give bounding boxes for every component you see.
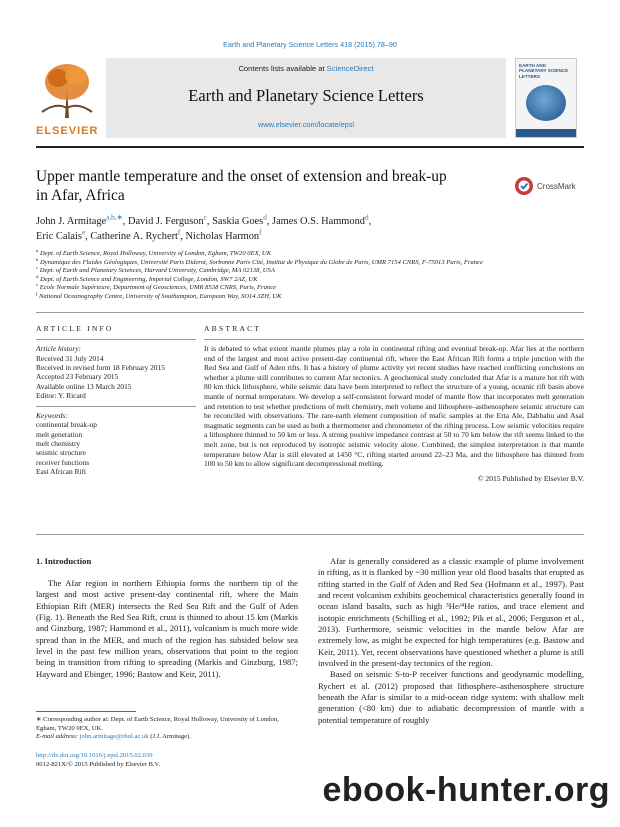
author: Eric Calais$^e$, [36,228,91,242]
section-heading: 1. Introduction [36,556,92,566]
affiliation: $^b$ Dynamique des Fluides Géologiques, Université Paris Diderot, Sorbonne Paris Cité, Institut de Physique du Globe de Paris, UMR 7154 CNRS, F-75013 Paris, France [36,256,483,266]
journal-cover [515,58,577,138]
author: John J. Armitage$^{a,b,∗}$, [36,213,128,227]
history-item: Received in revised form 18 February 2015 [36,363,165,372]
authors-line-2 [36,229,584,244]
affiliation: $^d$ Dept. of Earth Science and Engineering, Imperial College, London, SW7 2AZ, UK [36,273,258,283]
abstract [204,324,584,483]
divider [36,534,584,535]
contents-line: Contents lists available at ScienceDirect [238,64,374,73]
history-item: Editor: Y. Ricard [36,391,86,401]
doi-block [36,752,336,769]
affiliations [36,247,584,302]
footnote-rule [36,711,136,712]
keyword: seismic structure [36,448,86,458]
intro-paragraph-2: Afar is generally considered as a classic example of plume involvement in rifting, as it is flanked by ~30 million year old flood basalts that erupted as rifting started in the Gulf of Aden and Red Sea (Hofmann et al., 1997). Past and recent volcanism exhibits geochemical characteristics generally found in ocean island basalts, such as high ³He/⁴He ratios, and trace element and isotopic enrichments (Schilling et al., 1992; Pik et al., 2006; Ferguson et al., 2013). Furthermore, seismic velocities in the mantle below Afar are extremely low, as might be expected for high temperatures (e.g. Bastow and Keir, 2011). Yet, recent observations have questioned whether a plume is still involved in the present-day tectonics of the region. [318,556,584,669]
earth-globe-icon [526,85,566,121]
affiliation: $^a$ Dept. of Earth Science, Royal Holloway, University of London, Egham, TW20 0EX, UK [36,247,272,257]
abstract-heading: ABSTRACT [204,324,262,333]
crossmark-icon [514,176,534,196]
history-item: Accepted 23 February 2015 [36,372,119,382]
affiliation: $^f$ National Oceanography Centre, University of Southampton, European Way, SO14 3ZH, UK [36,290,282,300]
publisher-name: ELSEVIER [36,125,99,137]
author: Saskia Goes$^d$, [212,213,273,227]
journal-title: Earth and Planetary Science Letters [188,86,424,105]
keywords-list [36,420,196,476]
corresponding-author: ∗ Corresponding author at: Dept. of Earth Science, Royal Holloway, University of London, Egham, TW20 0EX, UK. [36,716,279,732]
keywords-label: Keywords: [36,410,68,420]
cover-band [516,129,576,137]
elsevier-logo [36,58,99,137]
crossmark-label: CrossMark [537,181,576,191]
elsevier-tree-icon [36,58,98,120]
intro-right-column [318,556,584,726]
intro-left-column [36,556,298,680]
keyword: melt generation [36,429,83,439]
article-info [36,324,196,477]
abstract-text: It is debated to what extent mantle plumes play a role in continental rifting and eventual break-up. Afar lies at the northern end of the largest and most active present-day continental rift, where the East African Rift forms a triple junction with the Red Sea and Gulf of Aden rifts. It has a history of plume activity yet recent studies have reached conflicting conclusions on whether a plume still contributes to current Afar tectonics. A geochemical study concluded that Afar is a mature hot rift with 80 km thick lithosphere, while seismic data have been interpreted to reflect the structure of a young, oceanic rift basin above mantle of normal temperature. We develop a self-consistent forward model of mantle flow that incorporates melt generation and retention to test whether predictions of melt chemistry, melt volume and lithosphere–asthenosphere seismic structure can be reconciled with observations. The rare-earth element composition of mafic samples at the Erta Ale, Dabbahu and Asal magmatic segments can be used as both a thermometer and chronometer of the rifting process. Low seismic velocities require a lithosphere thinned to 50 km or less. A strong positive impedance contrast at 50 to 70 km below the rift seems linked to the melt zone, but is not reproduced by isotropic seismic velocity alone. Combined, the simplest interpretation is that mantle temperature below Afar is still elevated at 1450 °C, rifting started around 22–23 Ma, and the lithosphere has thinned from 100 to 50 km to allow significant decompressional melting. [204,344,584,469]
author: James O.S. Hammond$^d$, [272,213,372,227]
keyword: continental break-up [36,420,97,430]
sciencedirect-link[interactable]: ScienceDirect [326,64,374,73]
intro-paragraph-1: The Afar region in northern Ethiopia forms the northern tip of the largest and most active present-day continental rift, where the Main Ethiopian Rift (MER) intersects the Red Sea Rift and the Gulf of Aden (Fig. 1). Beneath the Red Sea Rift, crust is thinned to about 15 km (Markis and Ginzburg, 1987; Hammond et al., 2011), volcanism is much more wide spread than in the MER, and much of the region has subsided below sea level in the past few million years, observations that point to the region being in transition from rifting to spreading (Markis and Ginzburg, 1987; Hayward and Ebinger, 1996; Bastow and Keir, 2011). [36,578,298,679]
article-info-heading: ARTICLE INFO [36,324,114,333]
history-label: Article history: [36,344,81,353]
intro-paragraph-3: Based on seismic S-to-P receiver functions and geodynamic modelling, Rychert et al. (2012) proposed that lithosphere–asthenosphere structure beneath the Afar is similar to a mid-ocean ridge system: with shallow melt generation (<80 km) due to adiabatic decompression of mantle with a potential temperature of roughly [318,669,584,725]
author: Catherine A. Rychert$^f$, [90,228,186,242]
keyword: melt chemistry [36,439,81,449]
doi-link[interactable]: http://dx.doi.org/10.1016/j.epsl.2015.02.039 [36,752,153,759]
history-item: Received 31 July 2014 [36,353,104,363]
journal-reference[interactable]: Earth and Planetary Science Letters 418 (2015) 78–90 [223,40,397,49]
cover-title: EARTH AND PLANETARY SCIENCE LETTERS [519,63,569,79]
history-item: Available online 13 March 2015 [36,381,132,391]
journal-header-box [106,58,506,138]
article-title: Upper mantle temperature and the onset of extension and break-up in Afar, Africa [36,168,447,204]
history-list [36,354,196,401]
journal-url[interactable]: www.elsevier.com/locate/epsl [257,120,355,129]
keyword: East African Rift [36,467,87,477]
issn: 0012-821X/© 2015 Published by Elsevier B.V. [36,760,161,768]
footnote [36,716,298,742]
affiliation: $^e$ Ecole Normale Supérieure, Department of Geosciences, UMR 8538 CNRS, Paris, France [36,282,277,292]
keyword: receiver functions [36,457,90,467]
watermark: ebook-hunter.org [322,771,610,809]
email-line: E-mail address: john.armitage@rhul.ac.uk (J.J. Armitage). [36,733,191,741]
copyright: © 2015 Published by Elsevier B.V. [477,473,584,483]
affiliation: $^c$ Dept. of Earth and Planetary Sciences, Harvard University, Cambridge, MA 02138, USA [36,265,275,275]
author: Nicholas Harmon$^f$ [185,228,262,242]
author: David J. Ferguson$^c$, [127,213,213,227]
authors [36,214,584,244]
crossmark-badge[interactable] [514,175,576,197]
authors-line-1 [36,214,584,229]
divider [36,312,584,313]
email-link[interactable]: john.armitage@rhul.ac.uk [79,733,149,741]
header-rule [36,146,584,148]
